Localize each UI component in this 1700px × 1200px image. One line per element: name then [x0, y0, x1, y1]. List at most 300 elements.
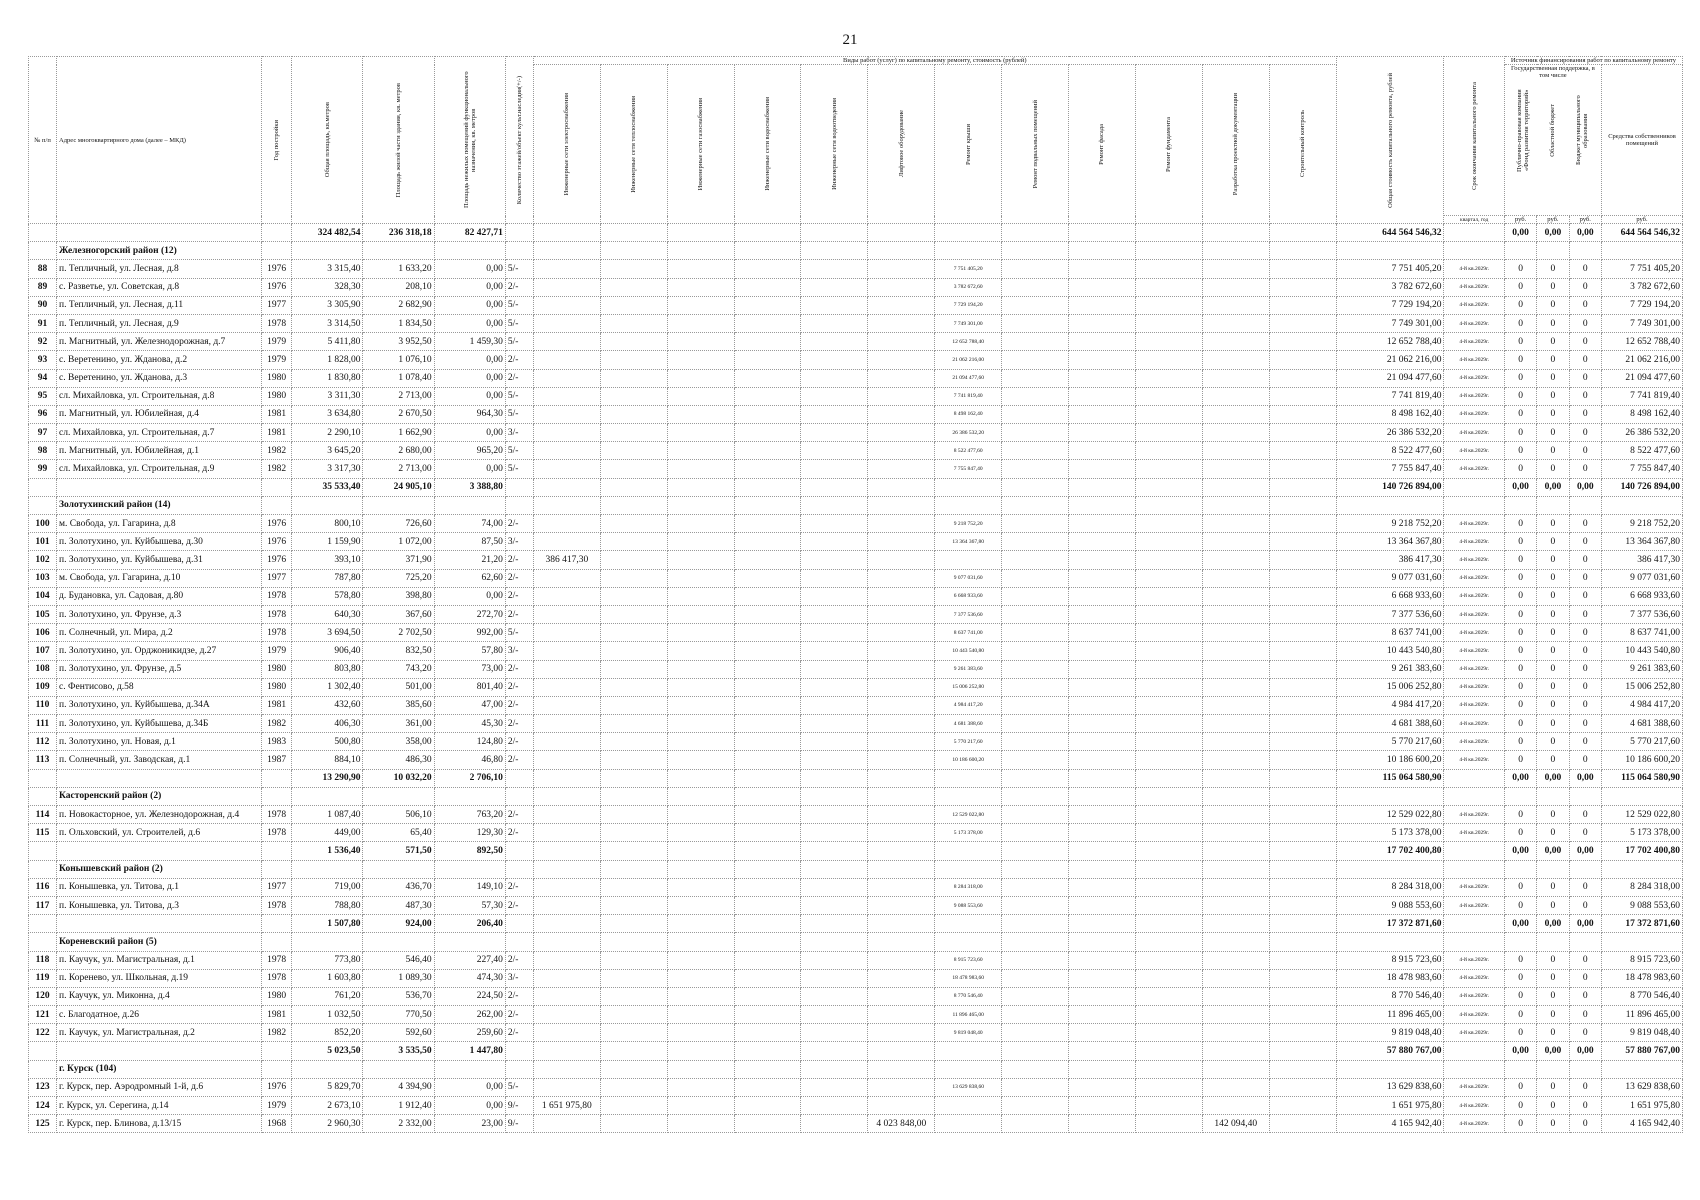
row-work-roof: 12 529 022,80 — [935, 806, 1002, 824]
row-total-area: 719,00 — [292, 878, 363, 896]
row-floors: 2/- — [505, 751, 533, 769]
row-work-elec: 1 651 975,80 — [533, 1097, 600, 1115]
table-row — [29, 1097, 1683, 1115]
row-fund: 0 — [1504, 951, 1536, 969]
sum-total-cost: 17 372 871,60 — [1336, 915, 1444, 933]
row-municipal: 0 — [1569, 715, 1601, 733]
row-total-cost: 8 770 546,40 — [1336, 987, 1444, 1005]
row-number: 97 — [29, 424, 57, 442]
row-fund: 0 — [1504, 442, 1536, 460]
row-living-area: 65,40 — [363, 824, 434, 842]
row-deadline: 4-й кв.2029г. — [1444, 1006, 1504, 1024]
row-year: 1978 — [262, 806, 292, 824]
row-address: п. Магнитный, ул. Юбилейная, д.4 — [57, 405, 262, 423]
table-row — [29, 1024, 1683, 1042]
row-floors: 5/- — [505, 1078, 533, 1096]
row-address: с. Разветье, ул. Советская, д.8 — [57, 278, 262, 296]
row-fund: 0 — [1504, 460, 1536, 478]
row-municipal: 0 — [1569, 696, 1601, 714]
row-total-area: 2 290,10 — [292, 424, 363, 442]
row-regional: 0 — [1537, 387, 1569, 405]
row-nonliving-area: 23,00 — [434, 1115, 505, 1133]
row-nonliving-area: 57,30 — [434, 896, 505, 914]
row-floors: 5/- — [505, 624, 533, 642]
row-number: 107 — [29, 642, 57, 660]
section-total-row — [29, 478, 1683, 496]
row-living-area: 1 662,90 — [363, 424, 434, 442]
row-work-roof: 15 006 252,80 — [935, 678, 1002, 696]
row-address: п. Ольховский, ул. Строителей, д.6 — [57, 824, 262, 842]
row-floors: 2/- — [505, 896, 533, 914]
col-nonliving-area: Площадь нежилых помещений функционального назначения, кв. метров — [462, 71, 477, 209]
row-work-roof: 9 261 383,60 — [935, 660, 1002, 678]
row-number: 99 — [29, 460, 57, 478]
row-fund: 0 — [1504, 678, 1536, 696]
row-number: 106 — [29, 624, 57, 642]
deadline-unit: квартал, год — [1444, 216, 1504, 224]
row-municipal: 0 — [1569, 387, 1601, 405]
row-total-cost: 1 651 975,80 — [1336, 1097, 1444, 1115]
sum-living-area: 3 535,50 — [363, 1042, 434, 1060]
table-row — [29, 405, 1683, 423]
grand-total-cost: 644 564 546,32 — [1336, 224, 1444, 242]
row-number: 119 — [29, 969, 57, 987]
row-nonliving-area: 227,40 — [434, 951, 505, 969]
row-year: 1982 — [262, 442, 292, 460]
table-row — [29, 951, 1683, 969]
row-total-cost: 5 770 217,60 — [1336, 733, 1444, 751]
row-address: п. Коренево, ул. Школьная, д.19 — [57, 969, 262, 987]
row-work-roof: 21 094 477,60 — [935, 369, 1002, 387]
row-owners: 7 749 301,00 — [1601, 314, 1682, 332]
row-owners: 15 006 252,80 — [1601, 678, 1682, 696]
row-regional: 0 — [1537, 587, 1569, 605]
row-fund: 0 — [1504, 878, 1536, 896]
table-row — [29, 587, 1683, 605]
row-floors: 5/- — [505, 314, 533, 332]
row-municipal: 0 — [1569, 551, 1601, 569]
row-municipal: 0 — [1569, 1078, 1601, 1096]
row-fund: 0 — [1504, 987, 1536, 1005]
row-number: 94 — [29, 369, 57, 387]
row-year: 1979 — [262, 642, 292, 660]
row-total-cost: 15 006 252,80 — [1336, 678, 1444, 696]
row-deadline: 4-й кв.2029г. — [1444, 878, 1504, 896]
row-deadline: 4-й кв.2029г. — [1444, 278, 1504, 296]
row-regional: 0 — [1537, 405, 1569, 423]
row-total-area: 640,30 — [292, 605, 363, 623]
row-fund: 0 — [1504, 314, 1536, 332]
section-header-row — [29, 933, 1683, 951]
row-address: п. Золотухино, ул. Куйбышева, д.34А — [57, 696, 262, 714]
row-living-area: 832,50 — [363, 642, 434, 660]
row-owners: 7 755 847,40 — [1601, 460, 1682, 478]
row-regional: 0 — [1537, 969, 1569, 987]
row-year: 1976 — [262, 551, 292, 569]
row-regional: 0 — [1537, 715, 1569, 733]
row-work-roof: 9 819 048,40 — [935, 1024, 1002, 1042]
row-address: сл. Михайловка, ул. Строительная, д.7 — [57, 424, 262, 442]
row-regional: 0 — [1537, 733, 1569, 751]
row-regional: 0 — [1537, 678, 1569, 696]
sum-owners: 17 372 871,60 — [1601, 915, 1682, 933]
row-total-cost: 7 377 536,60 — [1336, 605, 1444, 623]
row-floors: 5/- — [505, 387, 533, 405]
row-total-area: 3 645,20 — [292, 442, 363, 460]
row-deadline: 4-й кв.2029г. — [1444, 296, 1504, 314]
row-year: 1978 — [262, 605, 292, 623]
row-deadline: 4-й кв.2029г. — [1444, 696, 1504, 714]
sum-nonliving-area: 206,40 — [434, 915, 505, 933]
row-living-area: 1 834,50 — [363, 314, 434, 332]
row-owners: 3 782 672,60 — [1601, 278, 1682, 296]
row-total-cost: 9 261 383,60 — [1336, 660, 1444, 678]
row-regional: 0 — [1537, 751, 1569, 769]
capital-repair-table — [28, 56, 1683, 1133]
row-address: сл. Михайловка, ул. Строительная, д.9 — [57, 460, 262, 478]
row-nonliving-area: 73,00 — [434, 660, 505, 678]
row-year: 1982 — [262, 460, 292, 478]
row-work-roof: 8 284 318,00 — [935, 878, 1002, 896]
table-row — [29, 878, 1683, 896]
row-year: 1980 — [262, 987, 292, 1005]
row-living-area: 1 912,40 — [363, 1097, 434, 1115]
row-nonliving-area: 62,60 — [434, 569, 505, 587]
section-header-row — [29, 242, 1683, 260]
row-living-area: 436,70 — [363, 878, 434, 896]
table-row — [29, 605, 1683, 623]
row-nonliving-area: 46,80 — [434, 751, 505, 769]
row-fund: 0 — [1504, 733, 1536, 751]
table-row — [29, 533, 1683, 551]
row-number: 118 — [29, 951, 57, 969]
row-regional: 0 — [1537, 569, 1569, 587]
row-year: 1981 — [262, 696, 292, 714]
row-deadline: 4-й кв.2029г. — [1444, 715, 1504, 733]
row-municipal: 0 — [1569, 642, 1601, 660]
row-regional: 0 — [1537, 951, 1569, 969]
state-support-label: Государственная поддержка, в том числе — [1511, 65, 1595, 79]
row-number: 88 — [29, 260, 57, 278]
row-address: г. Курск, пер. Аэродромный 1-й, д.6 — [57, 1078, 262, 1096]
row-floors: 2/- — [505, 660, 533, 678]
sum-total-area: 13 290,90 — [292, 769, 363, 787]
row-total-area: 3 634,80 — [292, 405, 363, 423]
row-regional: 0 — [1537, 314, 1569, 332]
row-fund: 0 — [1504, 696, 1536, 714]
table-row — [29, 696, 1683, 714]
row-nonliving-area: 763,20 — [434, 806, 505, 824]
row-municipal: 0 — [1569, 878, 1601, 896]
row-owners: 9 088 553,60 — [1601, 896, 1682, 914]
row-total-area: 432,60 — [292, 696, 363, 714]
row-nonliving-area: 0,00 — [434, 1097, 505, 1115]
row-floors: 3/- — [505, 642, 533, 660]
row-owners: 386 417,30 — [1601, 551, 1682, 569]
row-regional: 0 — [1537, 605, 1569, 623]
row-living-area: 1 089,30 — [363, 969, 434, 987]
row-work-roof: 9 088 553,60 — [935, 896, 1002, 914]
row-owners: 9 218 752,20 — [1601, 515, 1682, 533]
row-owners: 10 443 540,80 — [1601, 642, 1682, 660]
row-fund: 0 — [1504, 387, 1536, 405]
row-fund: 0 — [1504, 824, 1536, 842]
row-deadline: 4-й кв.2029г. — [1444, 369, 1504, 387]
row-living-area: 725,20 — [363, 569, 434, 587]
sum-living-area: 24 905,10 — [363, 478, 434, 496]
row-number: 105 — [29, 605, 57, 623]
row-living-area: 2 713,00 — [363, 460, 434, 478]
row-owners: 12 529 022,80 — [1601, 806, 1682, 824]
row-living-area: 4 394,90 — [363, 1078, 434, 1096]
row-floors: 2/- — [505, 1006, 533, 1024]
section-header-row — [29, 787, 1683, 805]
row-municipal: 0 — [1569, 806, 1601, 824]
row-municipal: 0 — [1569, 987, 1601, 1005]
row-address: с. Веретенино, ул. Жданова, д.3 — [57, 369, 262, 387]
row-municipal: 0 — [1569, 278, 1601, 296]
row-deadline: 4-й кв.2029г. — [1444, 896, 1504, 914]
row-deadline: 4-й кв.2029г. — [1444, 460, 1504, 478]
row-floors: 2/- — [505, 806, 533, 824]
row-floors: 2/- — [505, 678, 533, 696]
row-year: 1976 — [262, 260, 292, 278]
row-nonliving-area: 224,50 — [434, 987, 505, 1005]
row-total-cost: 13 364 367,80 — [1336, 533, 1444, 551]
row-total-area: 800,10 — [292, 515, 363, 533]
row-floors: 2/- — [505, 278, 533, 296]
row-work-elec: 386 417,30 — [533, 551, 600, 569]
row-number: 114 — [29, 806, 57, 824]
row-total-area: 788,80 — [292, 896, 363, 914]
row-floors: 5/- — [505, 460, 533, 478]
row-nonliving-area: 124,80 — [434, 733, 505, 751]
row-living-area: 371,90 — [363, 551, 434, 569]
row-deadline: 4-й кв.2029г. — [1444, 587, 1504, 605]
row-work-roof: 13 364 367,80 — [935, 533, 1002, 551]
grand-total-row — [29, 224, 1683, 242]
row-year: 1982 — [262, 1024, 292, 1042]
row-municipal: 0 — [1569, 1115, 1601, 1133]
row-total-area: 393,10 — [292, 551, 363, 569]
col-work-elec: Инженерные сети электроснабжения — [563, 92, 571, 196]
section-total-row — [29, 842, 1683, 860]
row-floors: 2/- — [505, 369, 533, 387]
row-fund: 0 — [1504, 605, 1536, 623]
row-number: 103 — [29, 569, 57, 587]
row-owners: 21 094 477,60 — [1601, 369, 1682, 387]
row-floors: 2/- — [505, 551, 533, 569]
row-municipal: 0 — [1569, 605, 1601, 623]
row-total-area: 3 317,30 — [292, 460, 363, 478]
row-floors: 2/- — [505, 824, 533, 842]
col-living-area: Площадь жилой части здания, кв. метров — [395, 82, 403, 198]
row-year: 1978 — [262, 587, 292, 605]
sum-municipal: 0,00 — [1569, 1042, 1601, 1060]
row-nonliving-area: 47,00 — [434, 696, 505, 714]
row-number: 102 — [29, 551, 57, 569]
row-year: 1977 — [262, 569, 292, 587]
row-total-area: 406,30 — [292, 715, 363, 733]
sum-nonliving-area: 2 706,10 — [434, 769, 505, 787]
row-number: 101 — [29, 533, 57, 551]
row-nonliving-area: 0,00 — [434, 587, 505, 605]
row-fund: 0 — [1504, 551, 1536, 569]
row-year: 1978 — [262, 624, 292, 642]
table-row — [29, 569, 1683, 587]
row-owners: 9 261 383,60 — [1601, 660, 1682, 678]
row-regional: 0 — [1537, 460, 1569, 478]
row-regional: 0 — [1537, 696, 1569, 714]
table-row — [29, 314, 1683, 332]
row-floors: 2/- — [505, 569, 533, 587]
section-title: г. Курск (104) — [57, 1060, 262, 1078]
row-total-area: 449,00 — [292, 824, 363, 842]
row-municipal: 0 — [1569, 824, 1601, 842]
table-body — [29, 224, 1683, 1133]
row-total-area: 3 694,50 — [292, 624, 363, 642]
row-regional: 0 — [1537, 278, 1569, 296]
section-title: Золотухинский район (14) — [57, 496, 262, 514]
row-address: г. Курск, пер. Блинова, д.13/15 — [57, 1115, 262, 1133]
row-total-area: 906,40 — [292, 642, 363, 660]
row-floors: 5/- — [505, 260, 533, 278]
row-fund: 0 — [1504, 405, 1536, 423]
row-living-area: 2 682,90 — [363, 296, 434, 314]
row-deadline: 4-й кв.2029г. — [1444, 442, 1504, 460]
row-living-area: 208,10 — [363, 278, 434, 296]
row-total-cost: 10 443 540,80 — [1336, 642, 1444, 660]
row-work-roof: 8 522 477,60 — [935, 442, 1002, 460]
row-number: 108 — [29, 660, 57, 678]
row-owners: 7 751 405,20 — [1601, 260, 1682, 278]
row-nonliving-area: 474,30 — [434, 969, 505, 987]
row-year: 1977 — [262, 296, 292, 314]
row-regional: 0 — [1537, 987, 1569, 1005]
row-deadline: 4-й кв.2029г. — [1444, 405, 1504, 423]
row-floors: 2/- — [505, 715, 533, 733]
row-owners: 9 819 048,40 — [1601, 1024, 1682, 1042]
table-row — [29, 424, 1683, 442]
col-work-control: Строительный контроль — [1299, 110, 1307, 178]
row-work-roof: 10 186 600,20 — [935, 751, 1002, 769]
row-municipal: 0 — [1569, 533, 1601, 551]
table-row — [29, 969, 1683, 987]
row-year: 1978 — [262, 969, 292, 987]
table-row — [29, 751, 1683, 769]
row-year: 1987 — [262, 751, 292, 769]
row-nonliving-area: 0,00 — [434, 278, 505, 296]
row-fund: 0 — [1504, 587, 1536, 605]
row-owners: 8 637 741,00 — [1601, 624, 1682, 642]
col-work-facade: Ремонт фасада — [1098, 123, 1106, 165]
row-total-cost: 21 094 477,60 — [1336, 369, 1444, 387]
row-year: 1976 — [262, 278, 292, 296]
row-deadline: 4-й кв.2029г. — [1444, 806, 1504, 824]
row-fund: 0 — [1504, 424, 1536, 442]
row-living-area: 385,60 — [363, 696, 434, 714]
row-number: 123 — [29, 1078, 57, 1096]
row-address: п. Каучук, ул. Магистральная, д.2 — [57, 1024, 262, 1042]
row-owners: 7 741 819,40 — [1601, 387, 1682, 405]
row-address: м. Свобода, ул. Гагарина, д.10 — [57, 569, 262, 587]
row-total-area: 1 828,00 — [292, 351, 363, 369]
row-regional: 0 — [1537, 515, 1569, 533]
row-municipal: 0 — [1569, 624, 1601, 642]
row-fund: 0 — [1504, 351, 1536, 369]
col-floors: Количество этажей/объект культ.наследия(+/-) — [515, 75, 523, 205]
row-regional: 0 — [1537, 878, 1569, 896]
row-total-cost: 11 896 465,00 — [1336, 1006, 1444, 1024]
row-address: п. Золотухино, ул. Куйбышева, д.31 — [57, 551, 262, 569]
row-municipal: 0 — [1569, 660, 1601, 678]
row-regional: 0 — [1537, 806, 1569, 824]
row-address: п. Тепличный, ул. Лесная, д.9 — [57, 314, 262, 332]
row-address: п. Золотухино, ул. Фрунзе, д.3 — [57, 605, 262, 623]
row-year: 1978 — [262, 824, 292, 842]
row-living-area: 486,30 — [363, 751, 434, 769]
row-number: 91 — [29, 314, 57, 332]
row-fund: 0 — [1504, 624, 1536, 642]
row-living-area: 487,30 — [363, 896, 434, 914]
col-work-foundation: Ремонт фундамента — [1165, 116, 1173, 172]
row-owners: 18 478 983,60 — [1601, 969, 1682, 987]
row-total-cost: 8 284 318,00 — [1336, 878, 1444, 896]
row-owners: 8 915 723,60 — [1601, 951, 1682, 969]
row-municipal: 0 — [1569, 1097, 1601, 1115]
row-year: 1981 — [262, 424, 292, 442]
row-nonliving-area: 965,20 — [434, 442, 505, 460]
row-address: п. Каучук, ул. Магистральная, д.1 — [57, 951, 262, 969]
table-row — [29, 642, 1683, 660]
row-address: п. Золотухино, ул. Новая, д.1 — [57, 733, 262, 751]
row-regional: 0 — [1537, 296, 1569, 314]
sum-regional: 0,00 — [1537, 1042, 1569, 1060]
row-number: 111 — [29, 715, 57, 733]
sum-total-area: 1 507,80 — [292, 915, 363, 933]
sum-owners: 115 064 580,90 — [1601, 769, 1682, 787]
row-municipal: 0 — [1569, 751, 1601, 769]
row-year: 1976 — [262, 515, 292, 533]
row-number: 90 — [29, 296, 57, 314]
sum-nonliving-area: 892,50 — [434, 842, 505, 860]
row-regional: 0 — [1537, 551, 1569, 569]
row-number: 89 — [29, 278, 57, 296]
row-owners: 8 498 162,40 — [1601, 405, 1682, 423]
row-fund: 0 — [1504, 333, 1536, 351]
row-floors: 2/- — [505, 951, 533, 969]
row-work-roof: 13 629 838,60 — [935, 1078, 1002, 1096]
row-municipal: 0 — [1569, 314, 1601, 332]
row-work-roof: 4 984 417,20 — [935, 696, 1002, 714]
works-title: Виды работ (услуг) по капитальному ремонту, стоимость (рублей) — [533, 57, 1336, 65]
row-regional: 0 — [1537, 624, 1569, 642]
row-year: 1979 — [262, 333, 292, 351]
row-total-cost: 9 077 031,60 — [1336, 569, 1444, 587]
row-municipal: 0 — [1569, 351, 1601, 369]
row-total-cost: 13 629 838,60 — [1336, 1078, 1444, 1096]
row-total-cost: 8 522 477,60 — [1336, 442, 1444, 460]
table-row — [29, 442, 1683, 460]
row-deadline: 4-й кв.2029г. — [1444, 333, 1504, 351]
row-municipal: 0 — [1569, 1024, 1601, 1042]
row-year: 1981 — [262, 1006, 292, 1024]
rub-municipal: руб. — [1569, 216, 1601, 224]
row-address: п. Каучук, ул. Миконна, д.4 — [57, 987, 262, 1005]
section-title: Железногорский район (12) — [57, 242, 262, 260]
row-work-roof: 8 770 546,40 — [935, 987, 1002, 1005]
row-floors: 5/- — [505, 442, 533, 460]
